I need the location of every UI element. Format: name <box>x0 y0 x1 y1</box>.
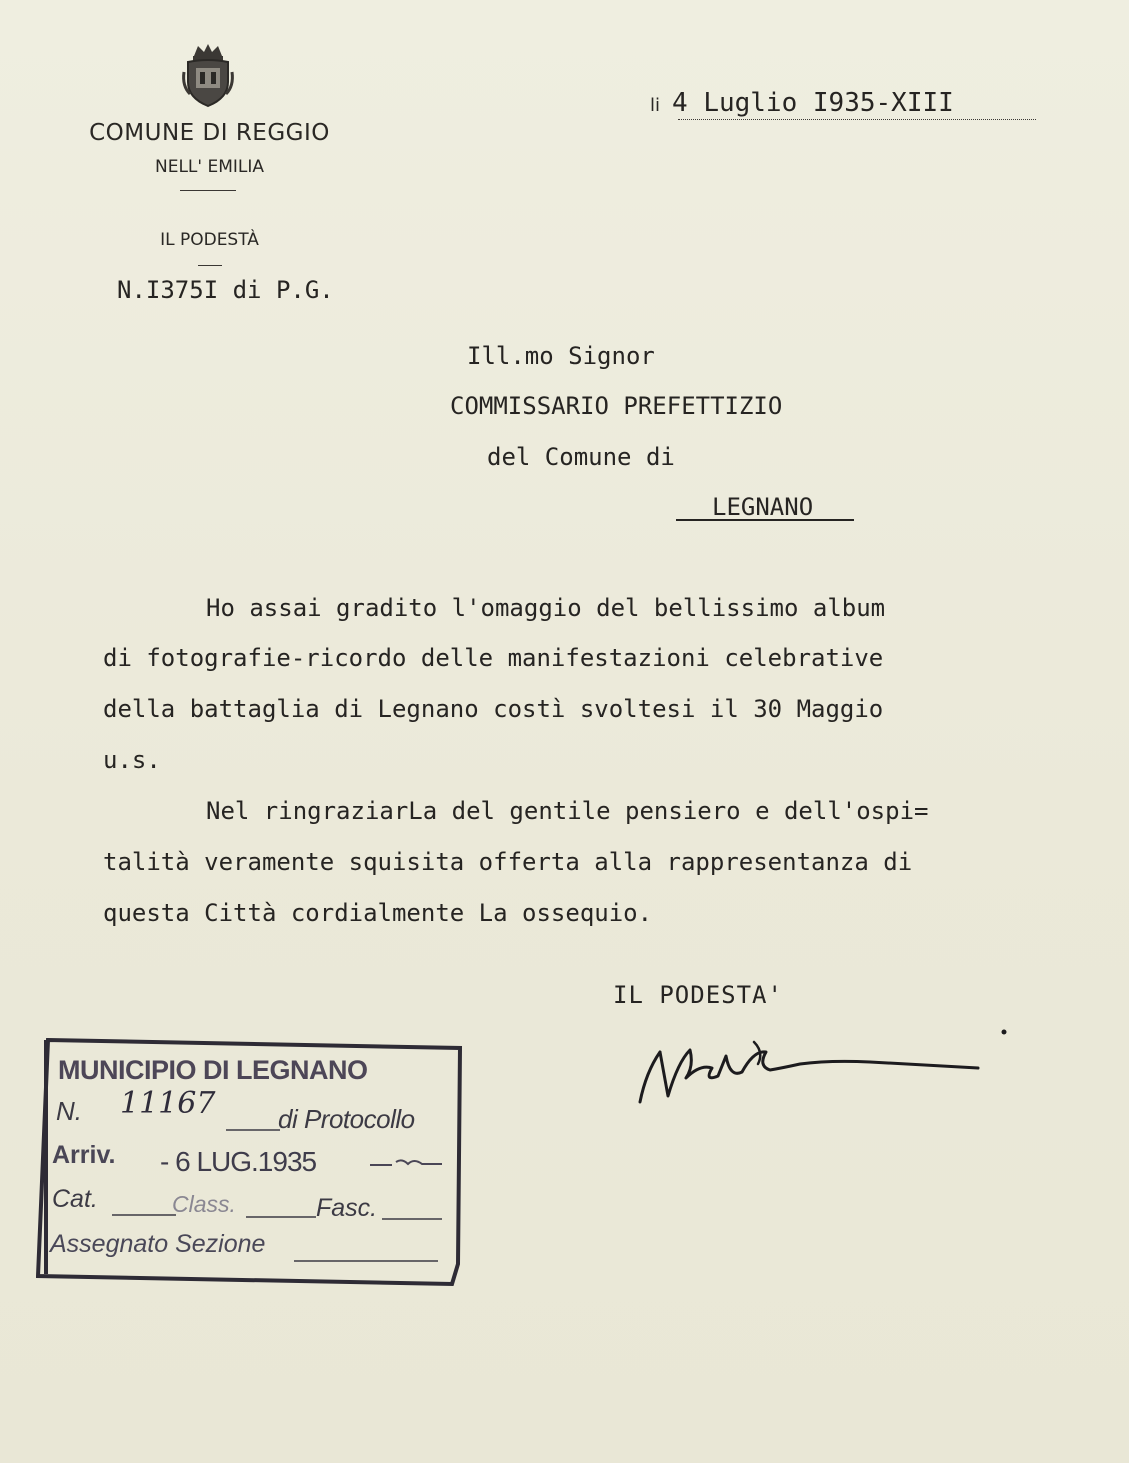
stamp-arrival-date: - 6 LUG.1935 <box>160 1146 317 1177</box>
signature-label: IL PODESTA' <box>613 981 783 1009</box>
stamp-assigned-section-label: Assegnato Sezione <box>50 1230 266 1258</box>
recipient-municipality: del Comune di <box>487 443 675 471</box>
body-line: di fotografie-ricordo delle manifestazioni celebrative <box>103 644 884 672</box>
recipient-city: LEGNANO <box>712 493 814 521</box>
date-dotted-line <box>678 119 1036 120</box>
handwritten-signature <box>630 1022 1010 1112</box>
stamp-title: MUNICIPIO DI LEGNANO <box>58 1055 368 1085</box>
stamp-category-label: Cat. <box>52 1185 98 1213</box>
body-line: questa Città cordialmente La ossequio. <box>103 899 653 927</box>
body-line: u.s. <box>103 746 161 774</box>
recipient-title: COMMISSARIO PREFETTIZIO <box>450 392 783 420</box>
stamp-class-label: Class. <box>172 1191 236 1217</box>
stamp-number-label: N. <box>56 1096 82 1126</box>
municipality-region: NELL' EMILIA <box>154 157 264 177</box>
body-line: della battaglia di Legnano costì svoltesi il 30 Maggio <box>103 695 884 723</box>
body-line: Ho assai gradito l'omaggio del bellissimo album <box>206 594 886 622</box>
date-value: 4 Luglio I935-XIII <box>672 88 954 118</box>
protocol-number: N.I375I di P.G. <box>117 276 334 304</box>
office-divider <box>198 265 222 266</box>
date-prefix: li <box>650 95 661 116</box>
recipient-salutation: Ill.mo Signor <box>467 342 655 370</box>
stamp-arrival-label: Arriv. <box>52 1141 116 1169</box>
body-line: talità veramente squisita offerta alla rappresentanza di <box>103 848 913 876</box>
office-title: IL PODESTÀ <box>160 230 259 250</box>
stamp-file-label: Fasc. <box>316 1194 378 1222</box>
coat-of-arms-icon <box>180 42 236 108</box>
letter-date <box>650 88 954 118</box>
stamp-protocol-label: di Protocollo <box>278 1104 415 1134</box>
stamp-protocol-number: 11167 <box>120 1086 216 1121</box>
recipient-city-underline <box>676 519 854 521</box>
municipality-name: COMUNE DI REGGIO <box>89 120 330 146</box>
body-line: Nel ringraziarLa del gentile pensiero e dell'ospi= <box>206 797 929 825</box>
header-divider <box>180 190 236 191</box>
